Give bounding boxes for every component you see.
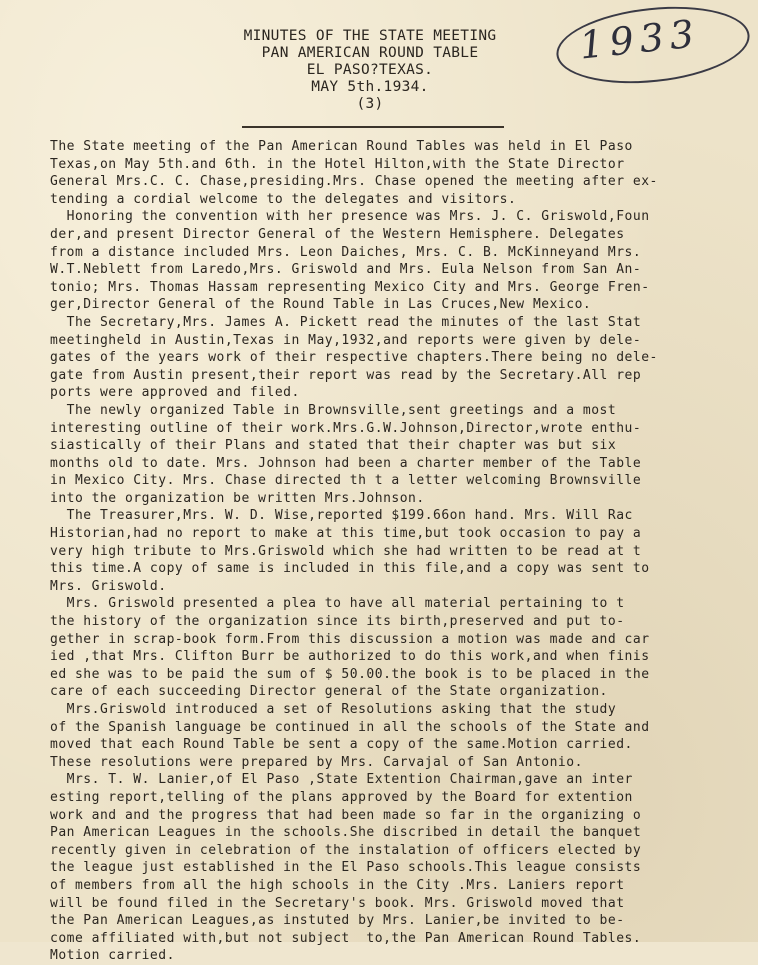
minutes-line: ed she was to be paid the sum of $ 50.00.the book is to be placed in the (50, 666, 650, 682)
minutes-line: siastically of their Plans and stated that their chapter was but six (50, 438, 617, 454)
minutes-line: Motion carried. (50, 948, 175, 964)
minutes-line: recently given in celebration of the instalation of officers elected by (50, 842, 642, 858)
minutes-line: Mrs. T. W. Lanier,of El Paso ,State Extention Chairman,gave an inter (50, 772, 633, 788)
minutes-line: of the Spanish language be continued in all the schools of the State and (50, 719, 650, 735)
minutes-line: the league just established in the El Paso schools.This league consists (50, 860, 642, 876)
minutes-line: very high tribute to Mrs.Griswold which she had written to be read at t (50, 543, 642, 559)
minutes-line: General Mrs.C. C. Chase,presiding.Mrs. Chase opened the meeting after ex- (50, 174, 658, 190)
minutes-line: These resolutions were prepared by Mrs. Carvajal of San Antonio. (50, 754, 583, 770)
minutes-line: The Treasurer,Mrs. W. D. Wise,reported $199.66on hand. Mrs. Will Rac (50, 508, 633, 524)
minutes-line: from a distance included Mrs. Leon Daiches, Mrs. C. B. McKinneyand Mrs. (50, 244, 642, 260)
minutes-line: tending a cordial welcome to the delegates and visitors. (50, 191, 517, 207)
minutes-line: The State meeting of the Pan American Round Tables was held in El Paso (50, 139, 633, 154)
header-title: MINUTES OF THE STATE MEETING (243, 28, 497, 44)
minutes-body (50, 138, 750, 965)
handwritten-year-text: 1933 (577, 11, 703, 68)
minutes-line: work and and the progress that had been made so far in the organizing o (50, 807, 642, 823)
minutes-line: Historian,had no report to make at this time,but took occasion to pay a (50, 526, 642, 542)
minutes-line: gether in scrap-book form.From this discussion a motion was made and car (50, 631, 650, 647)
minutes-line: Pan American Leagues in the schools.She discribed in detail the banquet (50, 825, 642, 841)
minutes-line: tonio; Mrs. Thomas Hassam representing Mexico City and Mrs. George Fren- (50, 279, 650, 295)
minutes-line: der,and present Director General of the Western Hemisphere. Delegates (50, 226, 625, 242)
minutes-line: Honoring the convention with her presence was Mrs. J. C. Griswold,Foun (50, 209, 650, 225)
header-location: EL PASO?TEXAS. (306, 62, 434, 78)
minutes-line: ied ,that Mrs. Clifton Burr be authorized to do this work,and when finis (50, 649, 650, 665)
minutes-line: The Secretary,Mrs. James A. Pickett read the minutes of the last Stat (50, 314, 642, 330)
header-date: MAY 5th.1934. (311, 79, 429, 95)
minutes-line: Texas,on May 5th.and 6th. in the Hotel Hilton,with the State Director (50, 156, 625, 172)
minutes-line: this time.A copy of same is included in this file,and a copy was sent to (50, 561, 650, 577)
minutes-line: come affiliated with,but not subject to,the Pan American Round Tables. (50, 930, 642, 946)
minutes-line: esting report,telling of the plans approved by the Board for extention (50, 789, 633, 805)
minutes-line: moved that each Round Table be sent a copy of the same.Motion carried. (50, 737, 633, 753)
header-divider (242, 126, 504, 128)
minutes-line: Mrs. Griswold presented a plea to have all material pertaining to t (50, 596, 625, 612)
minutes-line: in Mexico City. Mrs. Chase directed th t a letter welcoming Brownsville (50, 473, 642, 489)
minutes-line: the history of the organization since its birth,preserved and put to- (50, 614, 625, 630)
minutes-line: will be found filed in the Secretary's book. Mrs. Griswold moved that (50, 895, 625, 911)
minutes-line: gates of the years work of their respective chapters.There being no dele- (50, 350, 658, 366)
minutes-line: of members from all the high schools in the City .Mrs. Laniers report (50, 877, 625, 893)
minutes-line: Mrs.Griswold introduced a set of Resolutions asking that the study (50, 702, 617, 717)
minutes-line: gate from Austin present,their report was read by the Secretary.All rep (50, 367, 642, 383)
minutes-line: interesting outline of their work.Mrs.G.W.Johnson,Director,wrote enthu- (50, 420, 642, 436)
header-organization: PAN AMERICAN ROUND TABLE (261, 45, 479, 61)
minutes-line: the Pan American Leagues,as instuted by Mrs. Lanier,be invited to be- (50, 913, 625, 929)
document-header (200, 28, 540, 113)
minutes-line: Mrs. Griswold. (50, 578, 167, 594)
minutes-line: months old to date. Mrs. Johnson had been a charter member of the Table (50, 455, 642, 471)
header-page-number: (3) (356, 96, 384, 112)
minutes-line: W.T.Neblett from Laredo,Mrs. Griswold and Mrs. Eula Nelson from San An- (50, 262, 642, 278)
minutes-line: ports were approved and filed. (50, 385, 300, 401)
minutes-line: meetingheld in Austin,Texas in May,1932,and reports were given by dele- (50, 332, 642, 348)
minutes-line: into the organization be written Mrs.Johnson. (50, 490, 425, 506)
minutes-line: care of each succeeding Director general of the State organization. (50, 684, 608, 700)
handwritten-year-annotation (553, 0, 754, 92)
minutes-line: The newly organized Table in Brownsville,sent greetings and a most (50, 402, 617, 418)
minutes-line: ger,Director General of the Round Table in Las Cruces,New Mexico. (50, 297, 592, 313)
